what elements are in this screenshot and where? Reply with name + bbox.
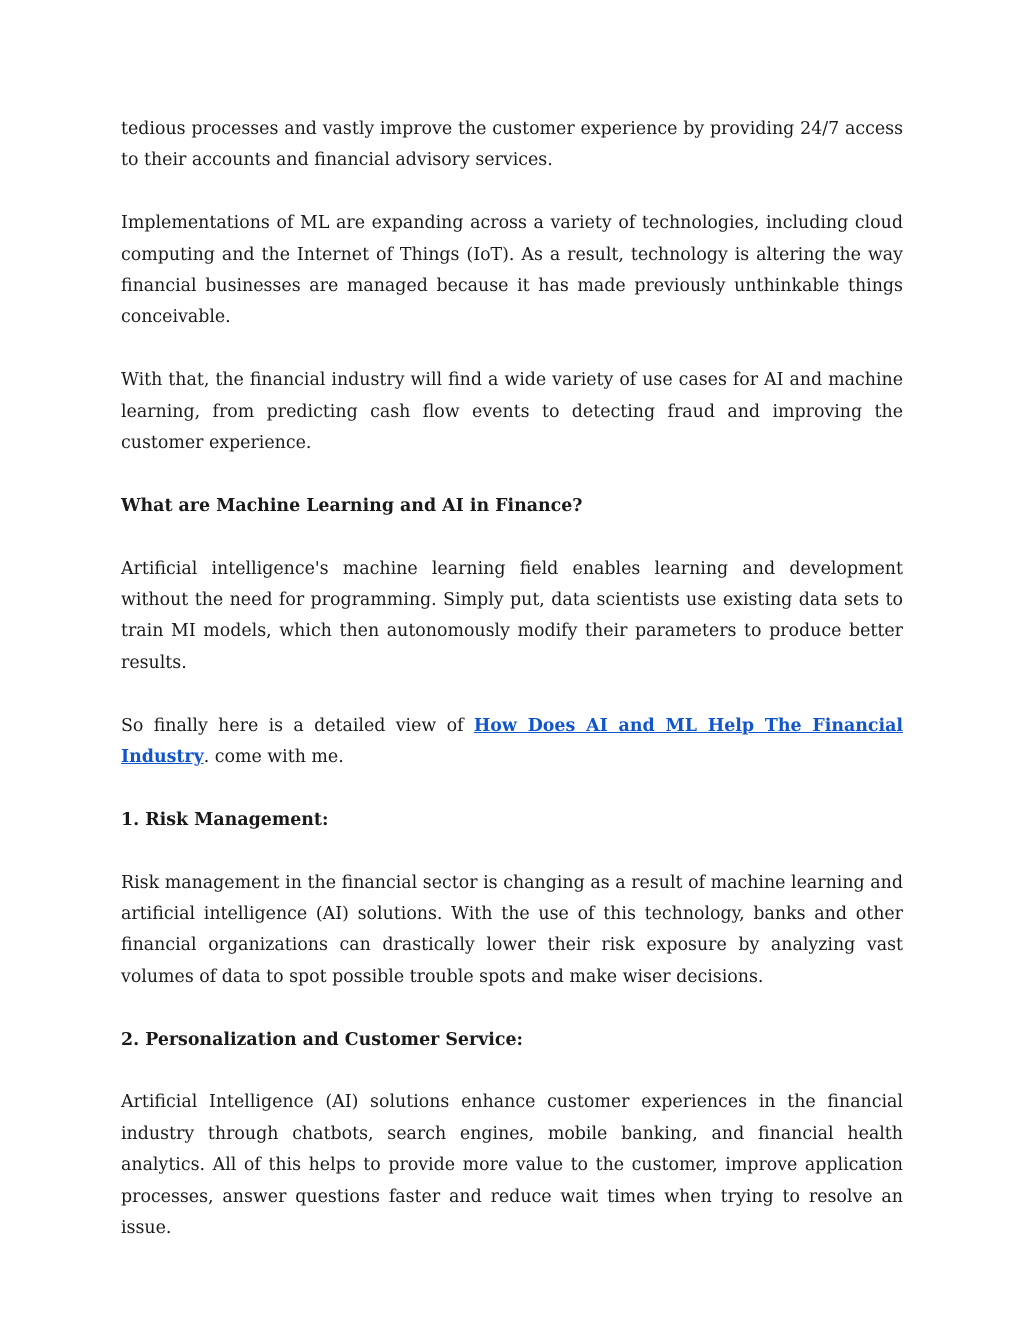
paragraph-intro-continuation: tedious processes and vastly improve the customer experience by providing 24/7 access to their accounts and financial advisory services. bbox=[121, 119, 903, 171]
paragraph-ml-definition: Artificial intelligence's machine learning field enables learning and development without the need for programming. Simply put, data scientists use existing data sets to train MI models, which then autonomously modify their parameters to produce better results. bbox=[121, 558, 903, 673]
section-heading-risk-management: 1. Risk Management: bbox=[121, 809, 329, 830]
detailed-view-text: So finally here is a detailed view of bbox=[121, 715, 474, 736]
financial-industry-link[interactable]: How Does AI and ML Help The Financial Industry bbox=[121, 715, 903, 768]
paragraph-personalization: Artificial Intelligence (AI) solutions enhance customer experiences in the financial industry through chatbots, search engines, mobile banking, and financial health analytics. All of this helps to provide more value to the customer, improve application processes, answer questions faster and reduce wait times when trying to resolve an issue. bbox=[121, 1092, 903, 1239]
paragraph-detailed-view bbox=[121, 711, 903, 774]
document-page bbox=[121, 114, 903, 1276]
paragraph-ml-implementations: Implementations of ML are expanding across a variety of technologies, including cloud computing and the Internet of Things (IoT). As a result, technology is altering the way financial businesses are managed because it has made previously unthinkable things conceivable. bbox=[121, 213, 903, 328]
paragraph-risk-management: Risk management in the financial sector is changing as a result of machine learning and artificial intelligence (AI) solutions. With the use of this technology, banks and other financial organizations can drastically lower their risk exposure by analyzing vast volumes of data to spot possible trouble spots and make wiser decisions. bbox=[121, 872, 903, 987]
section-heading-personalization: 2. Personalization and Customer Service: bbox=[121, 1029, 523, 1050]
paragraph-use-cases: With that, the financial industry will find a wide variety of use cases for AI and machine learning, from predicting cash flow events to detecting fraud and improving the customer experience. bbox=[121, 370, 903, 454]
section-heading-ml-ai-finance: What are Machine Learning and AI in Finance? bbox=[121, 495, 583, 516]
detailed-view-text-end: . come with me. bbox=[203, 747, 344, 768]
